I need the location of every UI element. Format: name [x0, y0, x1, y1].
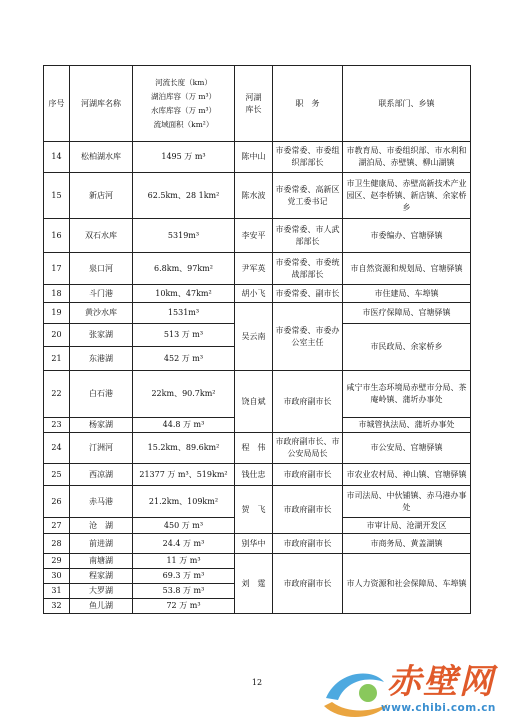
header-metrics [133, 66, 235, 142]
water-body-name: 赤马港 [70, 486, 133, 518]
table-row [44, 534, 471, 554]
chief-name: 钱仕忠 [235, 464, 273, 486]
chief-duty: 市政府副市长 [273, 464, 343, 486]
row-number: 22 [44, 371, 70, 418]
contact-departments: 市城管执法局、蒲圻办事处 [343, 418, 471, 433]
contact-departments: 市审计局、沧湖开发区 [343, 518, 471, 534]
table-row [44, 285, 471, 303]
table-row [44, 371, 471, 418]
contact-departments: 市住建局、车埠镇 [343, 285, 471, 303]
chief-duty: 市政府副市长 [273, 486, 343, 534]
water-body-name: 张家湖 [70, 324, 133, 347]
header-name: 河湖库名称 [70, 66, 133, 142]
river-lake-chief-table [43, 65, 471, 614]
row-number: 20 [44, 324, 70, 347]
contact-departments: 市公安局、官塘驿镇 [343, 433, 471, 464]
water-body-name: 松柏湖水库 [70, 142, 133, 173]
water-body-name: 泉口河 [70, 253, 133, 285]
contact-departments: 市自然资源和规划局、官塘驿镇 [343, 253, 471, 285]
contact-departments: 市农业农村局、神山镇、官塘驿镇 [343, 464, 471, 486]
table-row [44, 554, 471, 569]
water-body-name: 新店河 [70, 173, 133, 219]
chief-duty: 市政府副市长 [273, 554, 343, 614]
row-number: 27 [44, 518, 70, 534]
chief-name: 胡小飞 [235, 285, 273, 303]
chief-name: 陈中山 [235, 142, 273, 173]
water-body-metric: 5319m³ [133, 219, 235, 253]
water-body-metric: 22km、90.7km² [133, 371, 235, 418]
water-body-metric: 44.8 万 m³ [133, 418, 235, 433]
contact-departments: 市卫生健康局、赤壁高新技术产业园区、赵李桥镇、新店镇、余家桥乡 [343, 173, 471, 219]
contact-departments: 市委编办、官塘驿镇 [343, 219, 471, 253]
chief-name: 尹军英 [235, 253, 273, 285]
contact-departments: 咸宁市生态环境局赤壁市分局、茶庵岭镇、蒲圻办事处 [343, 371, 471, 418]
chief-duty: 市政府副市长 [273, 534, 343, 554]
chief-name: 别华中 [235, 534, 273, 554]
chief-duty: 市委常委、市委统战部部长 [273, 253, 343, 285]
table-header-row [44, 66, 471, 142]
water-body-metric: 6.8km、97km² [133, 253, 235, 285]
chief-duty: 市委常委、市人武部部长 [273, 219, 343, 253]
chief-duty: 市政府副市长、市公安局局长 [273, 433, 343, 464]
row-number: 23 [44, 418, 70, 433]
contact-departments: 市商务局、黄盖湖镇 [343, 534, 471, 554]
chief-duty: 市委常委、高新区党工委书记 [273, 173, 343, 219]
page-number: 12 [251, 678, 263, 687]
chief-name: 饶自斌 [235, 371, 273, 433]
header-duty: 职 务 [273, 66, 343, 142]
chief-name: 贺 飞 [235, 486, 273, 534]
water-body-metric: 450 万 m³ [133, 518, 235, 534]
water-body-metric: 69.3 万 m³ [133, 569, 235, 584]
water-body-metric: 72 万 m³ [133, 599, 235, 614]
watermark-text: 赤壁网 [387, 662, 495, 702]
contact-departments: 市医疗保障局、官塘驿镇 [343, 303, 471, 324]
row-number: 19 [44, 303, 70, 324]
row-number: 15 [44, 173, 70, 219]
water-body-name: 黄沙水库 [70, 303, 133, 324]
row-number: 29 [44, 554, 70, 569]
water-body-metric: 21377 万 m³、519km² [133, 464, 235, 486]
water-body-metric: 21.2km、109km² [133, 486, 235, 518]
row-number: 25 [44, 464, 70, 486]
water-body-metric: 15.2km、89.6km² [133, 433, 235, 464]
water-body-metric: 11 万 m³ [133, 554, 235, 569]
row-number: 17 [44, 253, 70, 285]
water-body-metric: 1495 万 m³ [133, 142, 235, 173]
chief-name: 刘 霆 [235, 554, 273, 614]
contact-departments: 市教育局、市委组织部、市水利和湖泊局、赤壁镇、柳山湖镇 [343, 142, 471, 173]
table-row [44, 253, 471, 285]
table-row [44, 303, 471, 324]
water-body-metric: 452 万 m³ [133, 347, 235, 371]
contact-departments: 市司法局、中伙铺镇、赤马港办事处 [343, 486, 471, 518]
water-body-name: 西凉湖 [70, 464, 133, 486]
row-number: 14 [44, 142, 70, 173]
header-metric-lake-capacity: 湖泊库容（万 m³） [150, 91, 216, 101]
water-body-name: 双石水库 [70, 219, 133, 253]
row-number: 18 [44, 285, 70, 303]
header-metric-length: 河流长度（km） [155, 77, 212, 87]
row-number: 30 [44, 569, 70, 584]
table-row [44, 486, 471, 518]
chief-name: 吴云南 [235, 303, 273, 371]
water-body-name: 斗门港 [70, 285, 133, 303]
water-body-metric: 53.8 万 m³ [133, 584, 235, 599]
water-body-name: 程家湖 [70, 569, 133, 584]
row-number: 31 [44, 584, 70, 599]
chief-name: 陈水波 [235, 173, 273, 219]
row-number: 28 [44, 534, 70, 554]
water-body-name: 大罗湖 [70, 584, 133, 599]
water-body-name: 南塘湖 [70, 554, 133, 569]
water-body-name: 沧 湖 [70, 518, 133, 534]
chief-duty: 市政府副市长 [273, 371, 343, 433]
header-chief: 河湖 库长 [235, 66, 273, 142]
water-body-name: 东港湖 [70, 347, 133, 371]
header-contact: 联系部门、乡镇 [343, 66, 471, 142]
water-body-name: 杨家湖 [70, 418, 133, 433]
watermark-url: www.chibi.com.cn [381, 702, 496, 714]
row-number: 32 [44, 599, 70, 614]
row-number: 21 [44, 347, 70, 371]
water-body-name: 鱼儿湖 [70, 599, 133, 614]
chief-name: 李安平 [235, 219, 273, 253]
row-number: 24 [44, 433, 70, 464]
water-body-name: 白石港 [70, 371, 133, 418]
contact-departments: 市民政局、余家桥乡 [343, 324, 471, 371]
chief-name: 程 伟 [235, 433, 273, 464]
contact-departments: 市人力资源和社会保障局、车埠镇 [343, 554, 471, 614]
water-body-metric: 10km、47km² [133, 285, 235, 303]
chief-duty: 市委常委、市委办公室主任 [273, 303, 343, 371]
row-number: 26 [44, 486, 70, 518]
water-body-metric: 513 万 m³ [133, 324, 235, 347]
table-row [44, 219, 471, 253]
chief-duty: 市委常委、市委组织部部长 [273, 142, 343, 173]
table-row [44, 173, 471, 219]
row-number: 16 [44, 219, 70, 253]
water-body-metric: 24.4 万 m³ [133, 534, 235, 554]
table-row [44, 142, 471, 173]
water-body-metric: 62.5km、28 1km² [133, 173, 235, 219]
table-row [44, 433, 471, 464]
water-body-name: 汀洲河 [70, 433, 133, 464]
header-metric-reservoir-capacity: 水库库容（万 m³） [150, 105, 216, 115]
table-row [44, 464, 471, 486]
water-body-metric: 1531m³ [133, 303, 235, 324]
header-seq: 序号 [44, 66, 70, 142]
header-metric-basin-area: 流域面积（km²） [153, 119, 214, 129]
water-body-name: 前进湖 [70, 534, 133, 554]
chief-duty: 市委常委、副市长 [273, 285, 343, 303]
